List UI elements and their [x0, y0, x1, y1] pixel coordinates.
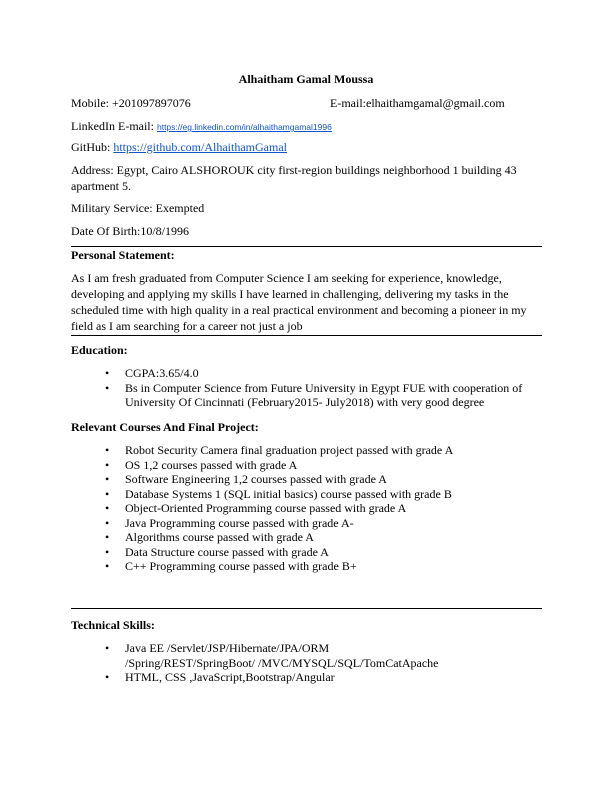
divider — [71, 608, 542, 609]
bullet-icon: • — [105, 501, 110, 515]
list-item: • OS 1,2 courses passed with grade A — [105, 457, 298, 472]
divider — [71, 246, 542, 247]
email-address: E-mail:elhaithamgamal@gmail.com — [330, 96, 505, 110]
courses-heading: Relevant Courses And Final Project: — [71, 420, 259, 434]
bullet-icon: • — [105, 544, 110, 559]
github-link[interactable]: https://github.com/AlhaithamGamal — [113, 140, 287, 154]
mobile-number: Mobile: +201097897076 — [71, 96, 191, 110]
list-item: • Software Engineering 1,2 courses passed with grade A — [105, 472, 387, 486]
github-label: GitHub: — [71, 140, 114, 154]
date-of-birth: Date Of Birth:10/8/1996 — [71, 224, 189, 238]
bullet-icon: • — [105, 472, 110, 486]
bullet-icon: • — [105, 380, 110, 395]
linkedin-row — [71, 119, 332, 134]
bullet-icon: • — [105, 366, 110, 380]
bullet-icon: • — [105, 457, 110, 472]
personal-statement-heading: Personal Statement: — [71, 248, 175, 262]
bullet-icon: • — [105, 515, 110, 530]
bullet-icon: • — [105, 530, 110, 544]
list-item: • Data Structure course passed with grade A — [105, 544, 329, 559]
list-item: • Object-Oriented Programming course passed with grade A — [105, 501, 407, 515]
education-list — [71, 366, 541, 410]
list-item: • Database Systems 1 (SQL initial basics) course passed with grade B — [105, 486, 452, 501]
bullet-icon: • — [105, 486, 110, 501]
bullet-icon: • — [105, 443, 110, 457]
technical-skills-heading: Technical Skills: — [71, 618, 155, 632]
linkedin-label: LinkedIn E-mail: — [71, 119, 157, 133]
list-item: • Bs in Computer Science from Future University in Egypt FUE with cooperation of University Of Cincinnati (February2015- July2018) with very good degree — [105, 380, 523, 409]
courses-list — [71, 443, 541, 574]
divider — [71, 335, 542, 336]
list-item: • HTML, CSS ,JavaScript,Bootstrap/Angular — [105, 670, 335, 684]
education-heading: Education: — [71, 343, 128, 357]
list-item: • Java EE /Servlet/JSP/Hibernate/JPA/ORM /Spring/REST/SpringBoot/ /MVC/MYSQL/SQL/TomCatApache — [105, 641, 439, 670]
bullet-icon: • — [105, 641, 110, 655]
list-item: • CGPA:3.65/4.0 — [105, 366, 199, 380]
linkedin-link[interactable]: https://eg.linkedin.com/in/alhaithamgamal1996 — [156, 122, 332, 132]
bullet-icon: • — [105, 670, 110, 684]
military-service: Military Service: Exempted — [71, 201, 205, 215]
bullet-icon: • — [105, 559, 110, 573]
list-item: • Robot Security Camera final graduation project passed with grade A — [105, 443, 454, 457]
skills-list — [71, 641, 541, 685]
github-row — [71, 140, 287, 154]
address: Address: Egypt, Cairo ALSHOROUK city first-region buildings neighborhood 1 building 43 apartment 5. — [71, 163, 517, 193]
candidate-name: Alhaitham Gamal Moussa — [238, 72, 374, 86]
list-item: • C++ Programming course passed with grade B+ — [105, 559, 357, 573]
list-item: • Algorithms course passed with grade A — [105, 530, 314, 544]
list-item: • Java Programming course passed with grade A- — [105, 515, 354, 530]
personal-statement-text: As I am fresh graduated from Computer Science I am seeking for experience, knowledge, developing and applying my skills I have learned in challenging, delivering my tasks in the scheduled time with high quality in a real practical environment and becoming a pioneer in my field as I am searching for a career not just a job — [71, 271, 527, 333]
